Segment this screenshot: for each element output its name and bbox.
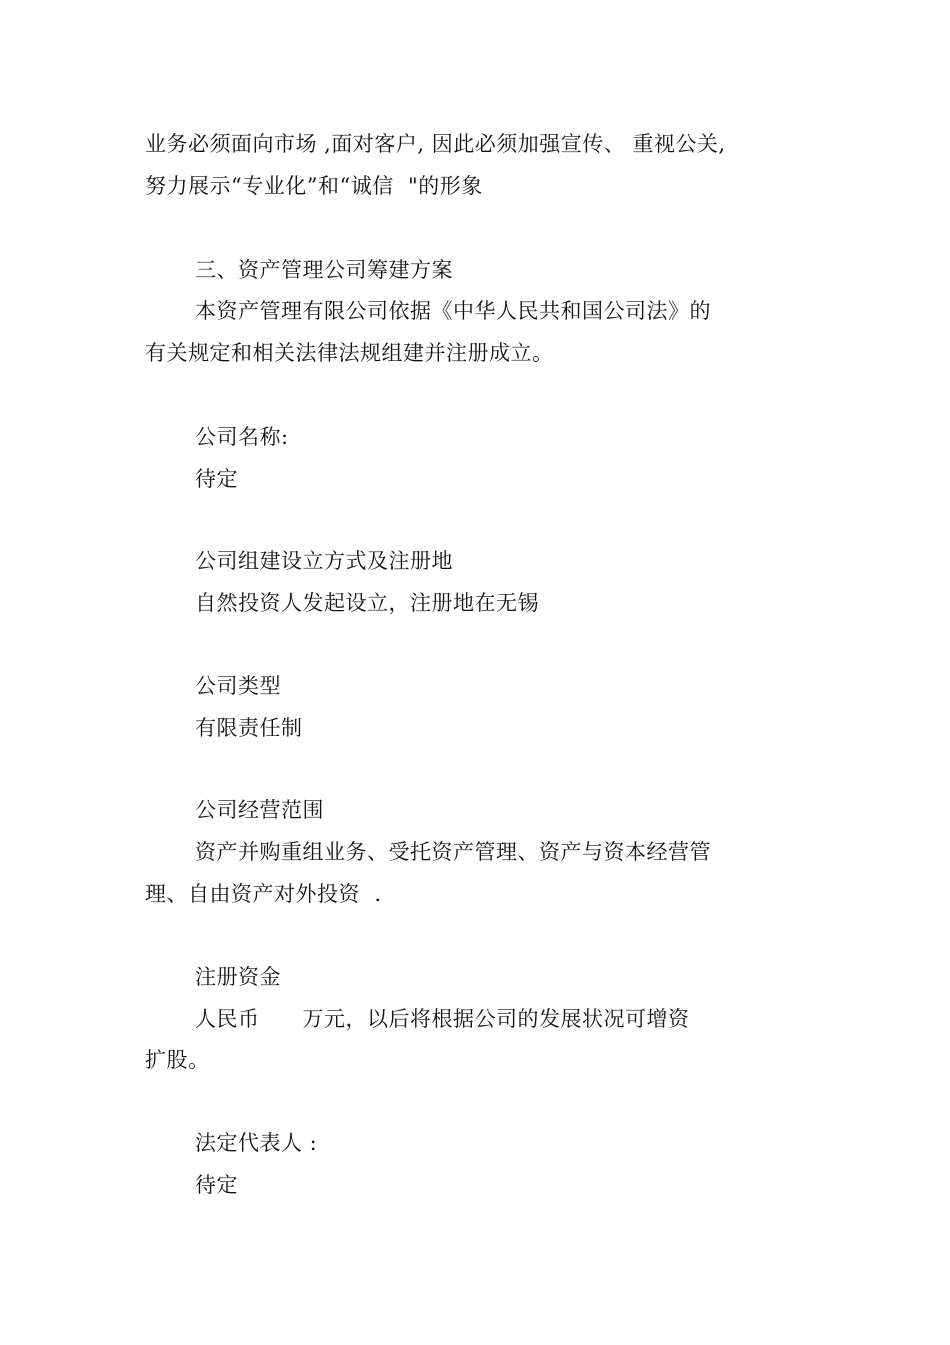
legal-representative-label: 法定代表人 :	[195, 1131, 318, 1155]
company-type-label: 公司类型	[195, 674, 281, 698]
company-name-label: 公司名称:	[195, 425, 289, 449]
text-line-market: 业务必须面向市场 ,面对客户, 因此必须加强宣传、 重视公关,	[145, 132, 726, 156]
section-heading: 三、资产管理公司筹建方案	[195, 258, 453, 282]
text-line-basis: 本资产管理有限公司依据《中华人民共和国公司法》的	[195, 299, 711, 323]
legal-representative-value: 待定	[195, 1173, 238, 1197]
text-line-image: 努力展示“专业化”和“诚信 "的形象	[145, 174, 483, 198]
business-scope-line-2: 理、自由资产对外投资 .	[145, 882, 382, 906]
setup-method-label: 公司组建设立方式及注册地	[195, 549, 453, 573]
business-scope-label: 公司经营范围	[195, 798, 324, 822]
company-name-value: 待定	[195, 467, 238, 491]
company-type-value: 有限责任制	[195, 716, 303, 740]
text-line-registration: 有关规定和相关法律法规组建并注册成立。	[145, 341, 554, 365]
registered-capital-line-1: 人民币 万元，以后将根据公司的发展状况可增资	[195, 1007, 690, 1031]
business-scope-line-1: 资产并购重组业务、受托资产管理、资产与资本经营管	[195, 840, 711, 864]
registered-capital-label: 注册资金	[195, 965, 281, 989]
registered-capital-line-2: 扩股。	[145, 1048, 210, 1072]
setup-method-value: 自然投资人发起设立，注册地在无锡	[195, 591, 539, 615]
